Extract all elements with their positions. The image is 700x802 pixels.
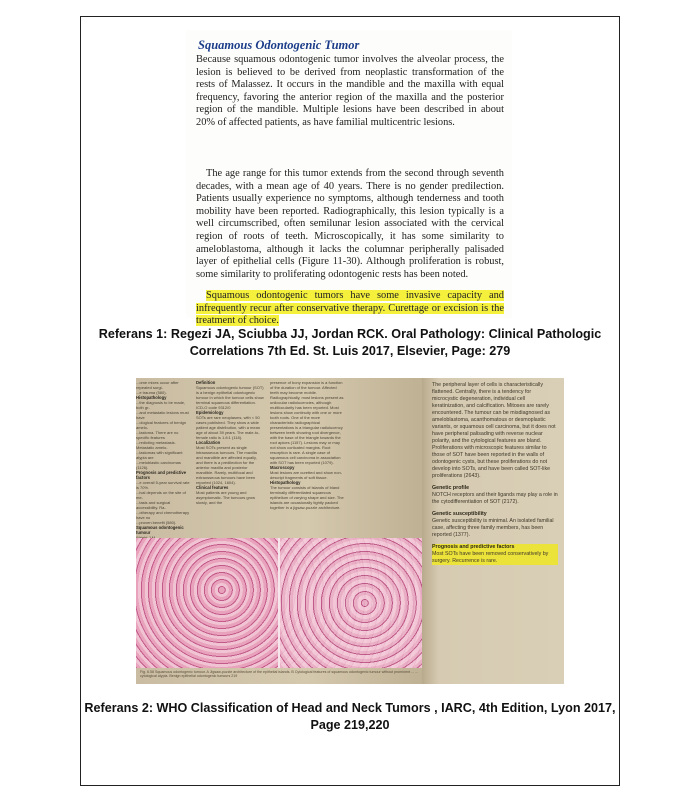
col0-line: ...the diagnosis to be made, both gr- [136, 400, 186, 410]
col0-line: Histopathology [136, 395, 167, 400]
col0-line: ...otherapy and chemotherapy have no [136, 510, 190, 520]
col0-line: Squamous odontogenic [136, 525, 184, 530]
col0-line: tumour [136, 530, 151, 535]
microscopy-figure [136, 538, 422, 668]
col1-line: Localization [196, 440, 221, 445]
col2-line: Radiographically, most lesions present as unilocular radiolucencies, although multilocularity has been reported. Most lesions show continuity with one or more tooth roots. One of the more characteristic radiographical presentations is a triangular radiolucency between teeth showing root divergence, with the base of the triangle towards the root apices (1157). Lesions may or may not show corticated margins. Root resorption is rare. A single case of squamous cell carcinoma in association with SOT has been reported (1079). [270, 395, 344, 465]
highlighted-prognosis [432, 544, 558, 565]
col1-line: Clinical features [196, 485, 229, 490]
scan2-column-2 [270, 380, 344, 540]
scan1-paragraph-3 [196, 290, 504, 328]
scan2-column-1 [196, 380, 264, 540]
reference2-caption: Referans 2: WHO Classification of Head and Neck Tumors , IARC, 4th Edition, Lyon 2017, Page 219,220 [84, 701, 616, 732]
col2-line: Most lesions are curetted and show non-descript fragments of soft tissue. [270, 470, 343, 480]
col1-line: Squamous odontogenic tumour (SOT) is a benign epithelial odontogenic tumour in which the tumour cells show terminal squamous differentiation. [196, 385, 264, 405]
reference2-scan [136, 378, 564, 684]
col0-line: ...ival depends on the site of me- [136, 490, 186, 500]
col1-line: SOTs are rare neoplasms, with < 50 cases published. They show a wide patient age distribution, with a mean age of about 39 years. The male-to-female ratio is 1.8:1 (118). [196, 415, 261, 440]
col0-line: ...ome mixes occur after repeated surgi- [136, 380, 179, 390]
col0-line: Prognosis and predictive factors [136, 470, 187, 480]
figure-divider [278, 538, 280, 668]
scan2-column-0 [136, 380, 190, 540]
col0-line: ...lastomas with significant atypia are [136, 450, 183, 460]
col0-line: ...ological features of benign amelo- [136, 420, 187, 430]
col0-line: ...lastoma. There are no specific features [136, 430, 179, 440]
col0-line: ...e overall 5-year survival rate is 70%. [136, 480, 190, 490]
col1-line: Most SOTs present as single intraosseous tumours. The maxilla and mandible are affected equally, and there is a predilection for the anterior maxilla and posterior mandible. Rarely, multifocal and extraosseous tumours have been reported (1024, 1604). [196, 445, 257, 485]
scan1-title: Squamous Odontogenic Tumor [198, 38, 360, 52]
col2-line: Macroscopy [270, 465, 295, 470]
reference1-caption: Referans 1: Regezi JA, Sciubba JJ, Jordan RCK. Oral Pathology: Clinical Pathologic Correlations 7th Ed. St. Luis 2017, Elsevier, Page: 279 [98, 327, 602, 358]
col0-line: ...redicting metastasis. Metastatic amelo- [136, 440, 176, 450]
col0-line: ...e trauma (580). [136, 390, 167, 395]
col0-line: ...meloblastic carcinomas (1126). [136, 460, 181, 470]
col1-line: ICD-O code 9312/0 [196, 405, 231, 410]
col2-line: Histopathology [270, 480, 301, 485]
figure-caption: Fig. 6.58 Squamous odontogenic tumour. A Jigsaw-puzzle architecture of the epithelial islands. B Cytological features of squamous odontogenic tumour without prominent ... ... cytological atypia. Benign epithelial odontogenic tumours 219 [140, 670, 419, 678]
right-text-1: The peripheral layer of cells is characteristically flattened. Centrally, there is a tendency for microcystic degeneration, individual cell keratinization, and calcification. Mitoses are rarely encountered. The tumour can be misdiagnosed as ameloblastoma, acanthomatous or desmoplastic variants, or squamous cell carcinoma, but it does not have peripheral palisading with reverse nuclear polarity, and the cytological features are bland. Proliferations with microscopic features similar to those of SOT have been reported in the walls of odontogenic cysts, but these proliferations do not develop into SOTs, and have been called SOT-like proliferations (2643). [432, 382, 556, 479]
right-text-4: Most SOTs have been removed conservatively by surgery. Recurrence is rare. [432, 551, 549, 564]
col2-line: presence of bony expansion is a function of the duration of the tumour. Affected teeth may become mobile. [270, 380, 343, 395]
col1-line: Epidemiology [196, 410, 224, 415]
col1-line: Most patients are young and asymptomatic. The tumours grow slowly, and the [196, 490, 256, 505]
scan1-paragraph-2: The age range for this tumor extends from the second through seventh decades, with a mean age of 40 years. There is no gender predilection. Patients usually experience no symptoms, although tenderness and tooth mobility have been reported. Radiographically, this lesion typically is a well circumscribed, often semilunar lesion associated with the cervical region of roots of teeth. Microscopically, it has some similarity to ameloblastoma, although it lacks the columnar peripherally palisaded layer of epithelial cells (Figure 11-30). Although proliferation is robust, some similarity to proliferating odontogenic rests has been noted. [196, 168, 504, 280]
microscopy-panel-b [279, 538, 422, 668]
col0-line: ...and metastatic lesions must have [136, 410, 189, 420]
heading-prognosis: Prognosis and predictive factors [432, 544, 515, 550]
col1-line: Definition [196, 380, 216, 385]
right-text-2: NOTCH receptors and their ligands may play a role in the cytodifferentiation of SOT (2172). [432, 492, 558, 505]
col0-line: ...tasis and surgical accessibility. Ra- [136, 500, 171, 510]
heading-genetic-susceptibility: Genetic susceptibility [432, 511, 487, 517]
scan2-right-column [432, 382, 558, 565]
heading-genetic-profile: Genetic profile [432, 485, 470, 491]
col0-line: ...proven benefit (580). [136, 520, 177, 525]
reference1-scan [186, 30, 512, 327]
scan1-paragraph-1: Because squamous odontogenic tumor involves the alveolar process, the lesion is believed to be derived from neoplastic transformation of the rests of Malassez. It occurs in the mandible and the maxilla with equal frequency, favoring the anterior region of the maxilla and the posterior region of the mandible. Multiple lesions have been described in about 20% of affected patients, as have familial multicentric lesions. [196, 54, 504, 128]
scan2-left-page [136, 378, 422, 684]
col2-line: The tumour consists of islands of bland terminally differentiated squamous epithelium of varying shape and size. The islands are occasionally tightly packed together in a jigsaw-puzzle architecture. [270, 485, 344, 510]
right-text-3: Genetic susceptibility is minimal. An isolated familial case, affecting three family members, has been reported (1377). [432, 518, 554, 538]
scan1-highlighted-text: Squamous odontogenic tumors have some invasive capacity and infrequently recur after conservative therapy. Curettage or excision is the treatment of choice. [196, 290, 504, 327]
